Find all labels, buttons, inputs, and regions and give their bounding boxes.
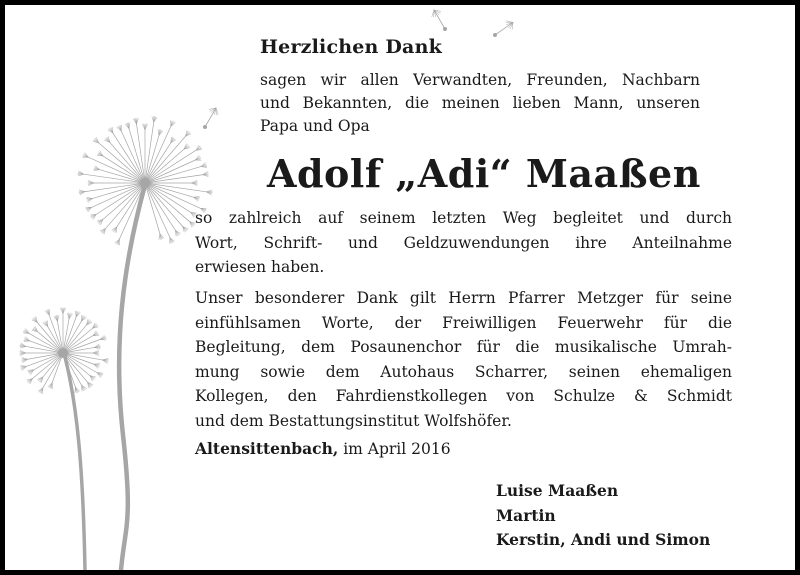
obituary-card bbox=[5, 5, 795, 570]
paragraph-line: erwiesen haben. bbox=[195, 258, 325, 276]
signatory: Martin bbox=[496, 505, 556, 525]
signatory: Kerstin, Andi und Simon bbox=[496, 530, 711, 549]
paragraph-line: einfühlsamen Worte, der Freiwilligen Feuerwehr für die bbox=[195, 313, 732, 332]
thank-you-heading: Herzlichen Dank bbox=[260, 36, 442, 58]
paragraph-line: Begleitung, dem Posaunenchor für die musikalische Umrah- bbox=[195, 338, 732, 356]
signatory: Luise Maaßen bbox=[496, 481, 619, 500]
deceased-name: Adolf „Adi“ Maaßen bbox=[267, 151, 701, 196]
place-and-date bbox=[195, 439, 451, 458]
paragraph-special-thanks bbox=[195, 286, 732, 433]
intro-line: sagen wir allen Verwandten, Freunden, Nachbarn bbox=[260, 71, 700, 89]
intro-line: und Bekannten, die meinen lieben Mann, unseren bbox=[260, 94, 700, 112]
paragraph-line: mung sowie dem Autohaus Scharrer, seinen ehemaligen bbox=[195, 362, 732, 381]
paragraph-line: Kollegen, den Fahrdienstkollegen von Schulze & Schmidt bbox=[195, 387, 732, 405]
intro-text bbox=[260, 69, 700, 138]
place: Altensittenbach, bbox=[195, 439, 339, 458]
date: im April 2016 bbox=[343, 440, 451, 458]
paragraph-thanks bbox=[195, 206, 732, 280]
paragraph-line: und dem Bestattungsinstitut Wolfshöfer. bbox=[195, 411, 512, 430]
intro-line: Papa und Opa bbox=[260, 117, 370, 135]
paragraph-line: Unser besonderer Dank gilt Herrn Pfarrer Metzger für seine bbox=[195, 289, 732, 307]
paragraph-line: so zahlreich auf seinem letzten Weg begleitet und durch bbox=[195, 209, 732, 227]
signatories bbox=[496, 479, 710, 553]
paragraph-line: Wort, Schrift- und Geldzuwendungen ihre Anteilnahme bbox=[195, 233, 732, 252]
